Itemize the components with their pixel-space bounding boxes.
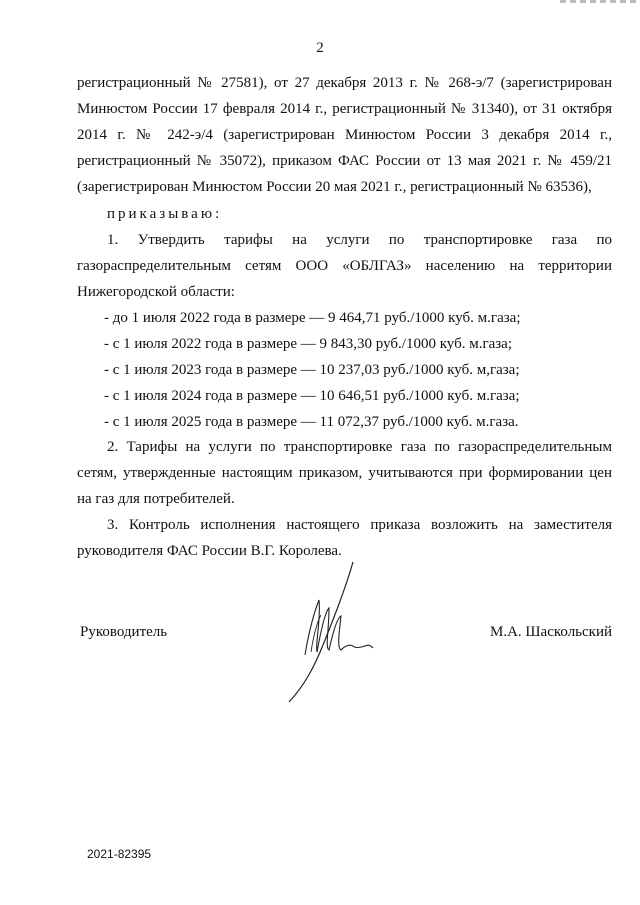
scan-artifact [560,0,640,3]
item2-line: 2. Тарифы на услуги по транспортировке газа по газораспределительным [107,439,612,455]
page-number: 2 [316,40,324,56]
handwritten-signature [275,560,385,705]
tariff-item: - с 1 июля 2025 года в размере — 11 072,37 руб./1000 куб. м.газа. [104,414,519,430]
item1-line: газораспределительным сетям ООО «ОБЛГАЗ» населению на территории [77,258,612,274]
tariff-item: - до 1 июля 2022 года в размере — 9 464,71 руб./1000 куб. м.газа; [104,310,521,326]
tariff-item: - с 1 июля 2024 года в размере — 10 646,51 руб./1000 куб. м.газа; [104,388,520,404]
item3-line: 3. Контроль исполнения настоящего приказа возложить на заместителя [107,517,612,533]
tariff-item: - с 1 июля 2022 года в размере — 9 843,30 руб./1000 куб. м.газа; [104,336,513,352]
tariff-item: - с 1 июля 2023 года в размере — 10 237,03 руб./1000 куб. м,газа; [104,362,520,378]
item2-line: сетям, утвержденные настоящим приказом, учитываются при формировании цен [77,465,612,481]
order-word: приказываю: [107,206,223,222]
preamble-line: (зарегистрирован Минюстом России 20 мая 2021 г., регистрационный № 63536), [77,179,592,195]
preamble-line: Минюстом России 17 февраля 2014 г., регистрационный № 31340), от 31 октября [77,101,612,117]
preamble-line: регистрационный № 35072), приказом ФАС России от 13 мая 2021 г. № 459/21 [77,153,612,169]
preamble-line: 2014 г. № 242-э/4 (зарегистрирован Минюстом России 3 декабря 2014 г., [77,127,612,143]
item1-line: Нижегородской области: [77,284,235,300]
item2-line: на газ для потребителей. [77,491,235,507]
document-id: 2021-82395 [87,847,152,861]
item1-line: 1. Утвердить тарифы на услуги по транспортировке газа по [107,232,612,248]
preamble-line: регистрационный № 27581), от 27 декабря 2013 г. № 268-э/7 (зарегистрирован [77,75,612,91]
signatory-name: М.А. Шаскольский [490,624,613,640]
signatory-position: Руководитель [80,624,168,640]
item3-line: руководителя ФАС России В.Г. Королева. [77,543,342,559]
